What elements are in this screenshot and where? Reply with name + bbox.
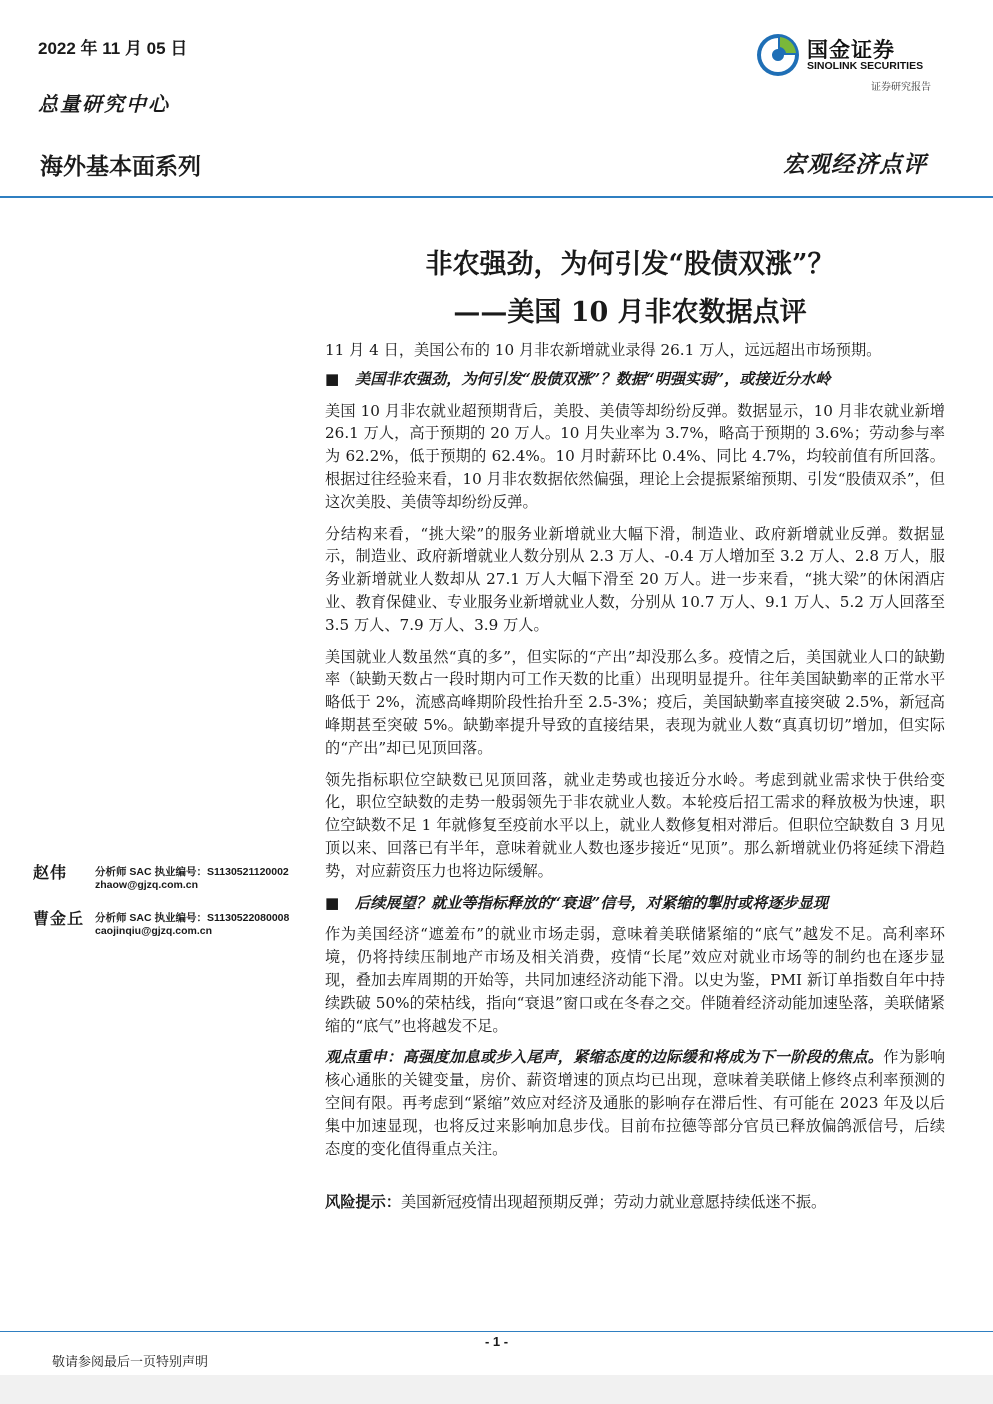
header-divider [0,196,993,198]
company-logo [755,30,955,96]
viewpoint-label: 观点重申：高强度加息或步入尾声，紧缩态度的边际缓和将成为下一阶段的焦点。 [325,1048,884,1067]
section-heading [325,368,945,391]
analyst-name: 曹金丘 [33,909,85,928]
section-heading [325,892,945,915]
analyst-email: zhaow@gjzq.com.cn [95,879,198,891]
logo-emblem-icon [755,32,801,78]
report-subtitle: ——美国 10 月非农数据点评 [453,297,807,328]
analyst-email: caojinqiu@gjzq.com.cn [95,925,212,937]
section-heading-text: 后续展望？就业等指标释放的“衰退”信号，对紧缩的掣肘或将逐步显现 [355,893,829,912]
analyst-card [33,860,323,900]
body-paragraph: 作为美国经济“遮羞布”的就业市场走弱，意味着美联储紧缩的“底气”越发不足。高利率环境，仍将持续压制地产市场及相关消费，疫情“长尾”效应对就业市场等的制约也在逐步显现，叠加去库周期的开始等，共同加速经济动能下滑。以史为鉴，PMI 新订单指数自年中持续跌破 50%的荣枯线，指向“衰退”窗口或在冬春之交。伴随着经济动能加速坠落，美联储紧缩的“底气”也将越发不足。 [325,925,945,1035]
logo-chinese-name: 国金证券 [807,38,895,62]
body-paragraph: 分结构来看，“挑大梁”的服务业新增就业大幅下滑，制造业、政府新增就业反弹。数据显示，制造业、政府新增就业人数分别从 2.3 万人、-0.4 万人增加至 3.2 万人、2.8 万人，服务业新增就业人数却从 27.1 万人大幅下滑至 20 万人。进一步来看，“挑大梁”的休闲酒店业、教育保健业、专业服务业新增就业人数，分别从 10.7 万人、9.1 万人、5.2 万人回落至 3.5 万人、7.9 万人、3.9 万人。 [325,524,945,634]
bullet-square-icon: ■ [325,369,340,388]
logo-subtitle: 证券研究报告 [871,82,931,93]
report-date: 2022 年 11 月 05 日 [38,39,188,58]
viewpoint-text: 作为影响核心通胀的关键变量，房价、薪资增速的顶点均已出现，意味着美联储上修终点利率预测的空间有限。再考虑到“紧缩”效应对经济及通胀的影响存在滞后性、有可能在 2023 年及以后集中加速显现，也将反过来影响加息步伐。目前布拉德等部分官员已释放偏鸽派信号，后续态度的变化值得重点关注。 [325,1048,946,1158]
lead-paragraph: 11 月 4 日，美国公布的 10 月非农新增就业录得 26.1 万人，远远超出市场预期。 [325,341,882,359]
risk-paragraph [325,1191,945,1214]
risk-label: 风险提示： [325,1193,401,1212]
report-type: 宏观经济点评 [783,151,927,178]
risk-text: 美国新冠疫情出现超预期反弹；劳动力就业意愿持续低迷不振。 [400,1193,827,1212]
footer-divider [0,1331,993,1332]
logo-english-name: SINOLINK SECURITIES [807,60,924,72]
analyst-name: 赵伟 [33,863,68,882]
section-heading-text: 美国非农强劲，为何引发“股债双涨”？数据“明强实弱”，或接近分水岭 [355,369,831,388]
page-number: - 1 - [484,1334,509,1349]
body-paragraph: 美国就业人数虽然“真的多”，但实际的“产出”却没那么多。疫情之后，美国就业人口的缺勤率（缺勤天数占一段时期内可工作天数的比重）出现明显提升。往年美国缺勤率的正常水平略低于 2%，流感高峰期阶段性抬升至 2.5-3%；疫后，美国缺勤率直接突破 2.5%，新冠高峰期甚至突破 5%。缺勤率提升导致的直接结果，表现为就业人数“真真切切”增加，但实际的“产出”却已见顶回落。 [325,647,945,757]
report-title: 非农强劲，为何引发“股债双涨”？ [425,249,835,280]
analyst-cert: 分析师 SAC 执业编号：S1130522080008 [95,912,290,924]
viewpoint-paragraph [325,1046,945,1160]
disclaimer-note: 敬请参阅最后一页特别声明 [52,1355,209,1370]
report-body [325,339,945,1223]
analyst-cert: 分析师 SAC 执业编号：S1130521120002 [95,866,289,878]
analyst-card [33,906,323,946]
bottom-margin [0,1375,993,1404]
body-paragraph: 美国 10 月非农就业超预期背后，美股、美债等却纷纷反弹。数据显示，10 月非农就业新增 26.1 万人，高于预期的 20 万人。10 月失业率为 3.7%，略高于预期的 3.6%；劳动参与率为 62.2%，低于预期的 62.4%。10 月时薪环比 0.4%、同比 4.7%，均较前值有所回落。根据过往经验来看，10 月非农数据依然偏强，理论上会提振紧缩预期、引发“股债双杀”，但这次美股、美债等却纷纷反弹。 [325,401,945,511]
series-name: 海外基本面系列 [40,154,201,180]
bullet-square-icon: ■ [325,893,340,912]
body-paragraph: 领先指标职位空缺数已见顶回落，就业走势或也接近分水岭。考虑到就业需求快于供给变化，职位空缺数的走势一般弱领先于非农就业人数。本轮疫后招工需求的释放极为快速，职位空缺数不足 1 年就修复至疫前水平以上，就业人数修复相对滞后。但职位空缺数自 3 月见顶以来、回落已有半年，意味着就业人数也逐步接近“见顶”。那么新增就业仍将延续下滑趋势，对应薪资压力也将边际缓解。 [325,770,945,880]
department-name: 总量研究中心 [38,92,170,116]
